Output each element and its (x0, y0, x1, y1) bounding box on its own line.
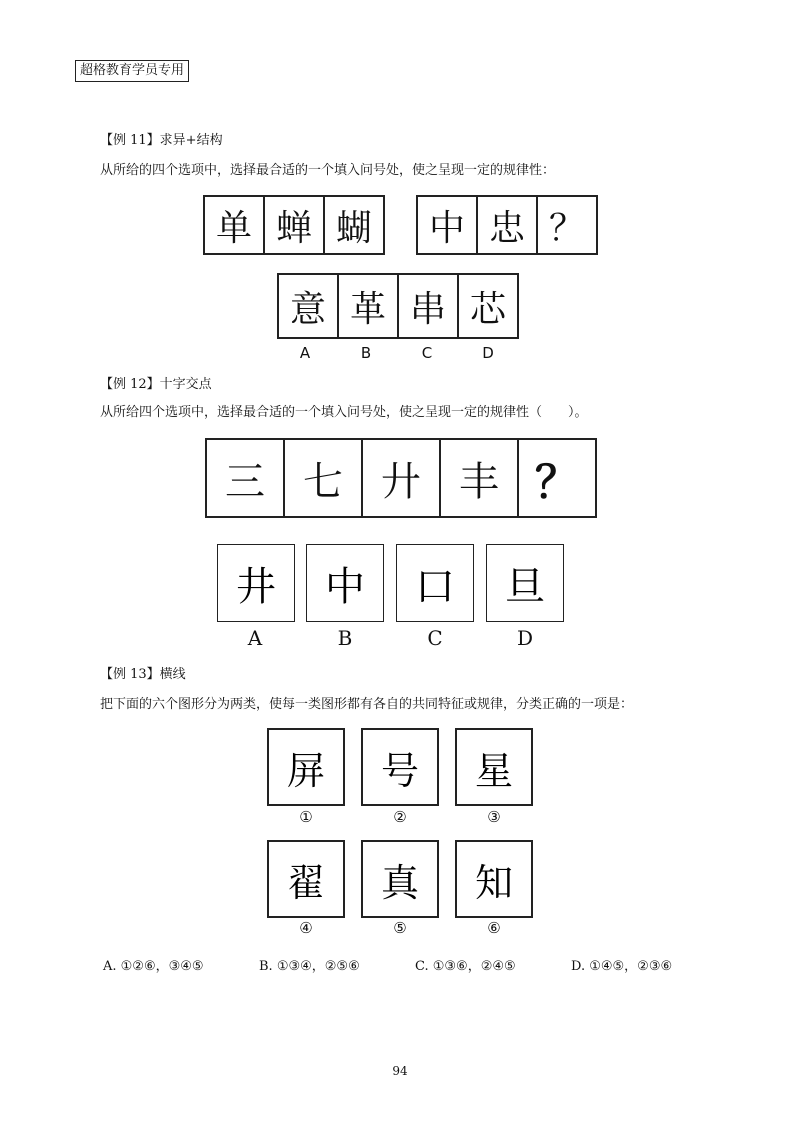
ex11-option-c: 串 (397, 273, 459, 339)
ex13-heading: 【例 13】横线 (100, 667, 186, 682)
ex11-group1 (203, 195, 385, 255)
ex12-seq-cell: 丰 (439, 438, 519, 518)
ex11-g2-cell: 中 (416, 195, 478, 255)
ex11-group2 (416, 195, 598, 255)
ex12-label-c: C (427, 626, 443, 650)
ex13-figure-2: 号 (361, 728, 439, 806)
ex11-g1-cell: 蝴 (323, 195, 385, 255)
ex13-figure-1: 屏 (267, 728, 345, 806)
ex11-option-b: 革 (337, 273, 399, 339)
ex13-answer-d: D. ①④⑤，②③⑥ (571, 959, 673, 974)
ex13-answer-a: A. ①②⑥，③④⑤ (103, 959, 204, 974)
ex12-question-cell: ？ (517, 438, 597, 518)
ex11-heading: 【例 11】求异+结构 (100, 133, 223, 148)
ex12-prompt: 从所给四个选项中，选择最合适的一个填入问号处，使之呈现一定的规律性（ ）。 (100, 405, 588, 420)
ex12-seq-cell: 廾 (361, 438, 441, 518)
ex13-figure-6: 知 (455, 840, 533, 918)
ex12-seq-cell: 七 (283, 438, 363, 518)
ex11-label-b: B (360, 344, 372, 362)
ex11-question-cell: ？ (536, 195, 598, 255)
header-tag: 超格教育学员专用 (75, 60, 189, 82)
ex12-sequence (205, 438, 597, 518)
ex12-label-a: A (247, 626, 263, 650)
ex11-option-d: 芯 (457, 273, 519, 339)
ex12-label-d: D (516, 626, 534, 650)
ex12-seq-cell: 三 (205, 438, 285, 518)
ex12-option-d: 旦 (486, 544, 564, 622)
ex12-option-b: 中 (306, 544, 384, 622)
ex11-g2-cell: 忠 (476, 195, 538, 255)
ex13-answer-b: B. ①③④，②⑤⑥ (259, 959, 360, 974)
ex11-g1-cell: 单 (203, 195, 265, 255)
ex11-label-a: A (299, 344, 311, 362)
ex11-label-c: C (421, 344, 433, 362)
page-number: 94 (392, 1064, 408, 1078)
ex12-option-a: 井 (217, 544, 295, 622)
ex13-number-1: ① (299, 808, 313, 826)
ex12-option-c: 口 (396, 544, 474, 622)
ex13-number-2: ② (393, 808, 407, 826)
ex13-prompt: 把下面的六个图形分为两类，使每一类图形都有各自的共同特征或规律，分类正确的一项是： (100, 697, 634, 712)
ex13-figure-4: 翟 (267, 840, 345, 918)
ex13-number-4: ④ (299, 919, 313, 937)
ex11-g1-cell: 蝉 (263, 195, 325, 255)
ex13-number-6: ⑥ (487, 919, 501, 937)
ex12-label-b: B (337, 626, 353, 650)
ex12-heading: 【例 12】十字交点 (100, 377, 212, 392)
ex13-number-5: ⑤ (393, 919, 407, 937)
ex11-prompt: 从所给的四个选项中，选择最合适的一个填入问号处，使之呈现一定的规律性： (100, 163, 556, 178)
ex11-options (277, 273, 519, 339)
ex11-option-a: 意 (277, 273, 339, 339)
ex13-answer-c: C. ①③⑥，②④⑤ (415, 959, 516, 974)
ex13-figure-3: 星 (455, 728, 533, 806)
ex13-figure-5: 真 (361, 840, 439, 918)
ex11-label-d: D (482, 344, 494, 362)
ex13-number-3: ③ (487, 808, 501, 826)
